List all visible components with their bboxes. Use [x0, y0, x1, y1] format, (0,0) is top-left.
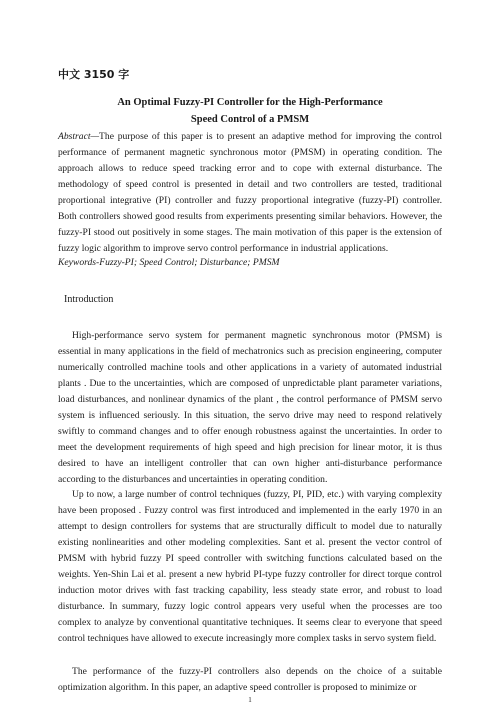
- paper-title-line-2: Speed Control of a PMSM: [190, 114, 310, 125]
- intro-paragraph-2: Up to now, a large number of control techniques (fuzzy, PI, PID, etc.) with varying complexity have been proposed . Fuzzy control was first introduced and implemented in the early 1970 in an attempt to design controllers for systems that are structurally difficult to model due to naturally existing nonlinearities and other modeling complexities. Sant et al. present the vector control of PMSM with hybrid fuzzy PI speed controller with switching functions calculated based on the weights. Yen-Shin Lai et al. present a new hybrid PI-type fuzzy controller for direct torque control induction motor drives with fast tracking capability, less steady state error, and robust to load disturbance. In summary, fuzzy logic control appears very useful when the processes are too complex to analyze by conventional quantitative techniques. It seems clear to everyone that speed control techniques have allowed to execute increasingly more complex tasks in servo system field.: [58, 489, 442, 644]
- header-note: 中文 3150 字: [58, 68, 130, 81]
- intro-paragraph-1: High-performance servo system for permanent magnetic synchronous motor (PMSM) is essential in many applications in the field of mechatronics such as precision engineering, computer numerically controlled machine tools and other applications in a variety of automated industrial plants . Due to the uncertainties, which are composed of unpredictable plant parameter variations, load disturbances, and nonlinear dynamics of the plant , the control performance of PMSM servo system is influenced seriously. In this situation, the servo drive may need to respond relatively swiftly to command changes and to offer enough robustness against the uncertainties. In order to meet the development requirements of high speed and high precision for linear motor, it is thus desired to have an intelligent controller that can own higher anti-disturbance performance according to the disturbances and uncertainties in operating condition.: [58, 330, 442, 485]
- paper-title-line-1: An Optimal Fuzzy-PI Controller for the High-Performance: [117, 97, 383, 108]
- section-heading-introduction: Introduction: [64, 294, 114, 305]
- intro-paragraph-3: The performance of the fuzzy-PI controllers also depends on the choice of a suitable optimization algorithm. In this paper, an adaptive speed controller is proposed to minimize or: [58, 666, 442, 693]
- abstract: [58, 129, 442, 257]
- keywords: Keywords-Fuzzy-PI; Speed Control; Disturbance; PMSM: [58, 257, 280, 268]
- abstract-body: The purpose of this paper is to present an adaptive method for improving the control performance of permanent magnetic synchronous motor (PMSM) in operating condition. The approach allows to reduce speed tracking error and to cope with external disturbance. The methodology of speed control is presented in detail and two controllers are tested, traditional proportional integrative (PI) controller and fuzzy proportional integrative (fuzzy-PI) controller. Both controllers showed good results from experiments presenting similar behaviors. However, the fuzzy-PI stood out positively in some stages. The main motivation of this paper is the extension of fuzzy logic algorithm to improve servo control performance in industrial applications.: [58, 131, 442, 254]
- abstract-lead: Abstract—: [58, 131, 100, 142]
- page-number: 1: [248, 696, 252, 704]
